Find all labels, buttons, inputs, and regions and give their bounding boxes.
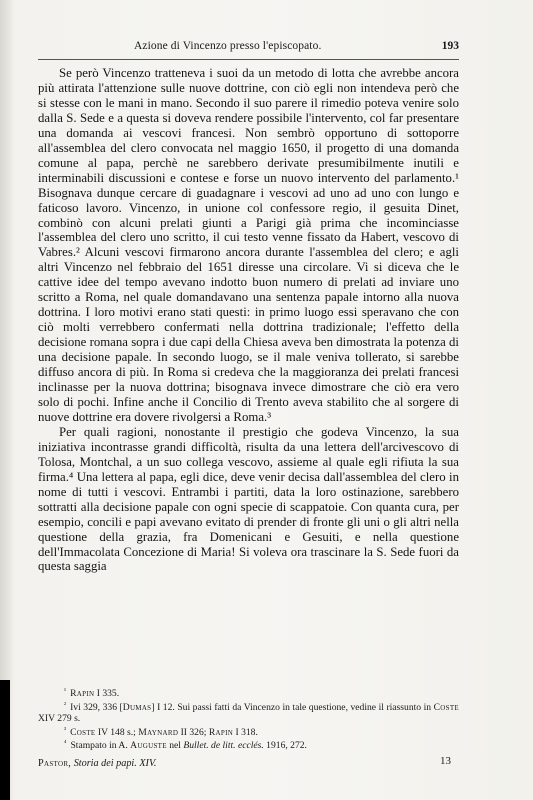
- footnote-text: Bullet. de litt. ecclés.: [183, 740, 264, 751]
- footnote-text: XIV 279 s.: [38, 713, 81, 724]
- paragraph: Se però Vincenzo tratteneva i suoi da un metodo di lotta che avrebbe ancora più attirata l'attenzione sulle nuove dottrine, con ciò egli non intendeva però che si stesse con le mani in mano. Secondo il suo parere il rimedio poteva venire solo dalla S. Sede e a questa si doveva rendere possibile l'intervento, col far presentare una domanda ai vescovi francesi. Non sembrò opportuno di sottoporre all'assemblea del clero convocata nel maggio 1650, il progetto di una domanda comune al papa, perchè ne sarebbero derivate presumibilmente inutili e interminabili discussioni e contese e forse un nuovo intervento del parlamento.¹ Bisognava dunque cercare di guadagnare i vescovi ad uno ad uno con lungo e faticoso lavoro. Vincenzo, in unione col confessore regio, il gesuita Dinet, combinò con alcuni prelati giunti a Parigi già prima che incominciasse l'assemblea del clero uno scritto, il cui testo venne fissato da Habert, vescovo di Vabres.² Alcuni vescovi firmarono ancora durante l'assemblea del clero; e agli altri Vincenzo nel febbraio del 1651 diresse una circolare. Vi si diceva che le cattive idee del tempo avevano indotto buon numero di prelati ad inviare uno scritto a Roma, nel quale domandavano una sentenza papale intorno alla nuova dottrina. I loro motivi erano stati questi: in primo luogo essi speravano che con ciò molti verrebbero confermati nella dottrina tradizionale; l'effetto della decisione romana sopra i due capi della Chiesa aveva ben dimostrata la potenza di una decisione papale. In secondo luogo, se il male veniva tollerato, si sarebbe diffuso ancora di più. In Roma si credeva che la maggioranza dei prelati francesi inclinasse per la nuova dottrina; bisognava invece dimostrare che ciò era vero solo di pochi. Infine anche il Concilio di Trento aveva stabilito che al sorgere di nuove dottrine era dovere rivolgersi a Roma.³: [38, 66, 459, 424]
- footnote-text: Rapin: [70, 688, 95, 699]
- footnotes: [38, 686, 459, 752]
- footnote-text: IV 148 s.;: [95, 726, 139, 738]
- footnote-text: Coste: [433, 701, 459, 713]
- footnote-text: ] I 12. Sui passi fatti da Vincenzo in tale questione, vedine il riassunto in: [151, 701, 434, 713]
- running-header: [38, 40, 459, 56]
- footnote-number: ⁴: [64, 739, 67, 747]
- footnote: [38, 686, 459, 700]
- main-text: [38, 66, 459, 574]
- signature-work: Storia dei papi. XIV.: [71, 758, 157, 769]
- footnote-text: I 335.: [94, 688, 120, 699]
- footnote-text: Coste: [70, 726, 96, 738]
- scan-border: [0, 680, 10, 800]
- page-footer: [38, 755, 459, 769]
- footnote: [38, 725, 459, 739]
- footnote-number: ²: [64, 700, 67, 709]
- footnote: [38, 738, 459, 752]
- footnote-text: Maynard: [138, 726, 179, 738]
- footnote-text: Rapin: [208, 726, 234, 738]
- footnote-number: ¹: [64, 687, 67, 695]
- footnote-text: Auguste: [130, 740, 167, 751]
- footnote-text: 1916, 272.: [263, 740, 307, 751]
- paragraph: Per quali ragioni, nonostante il prestigio che godeva Vincenzo, la sua iniziativa incontrasse grandi difficoltà, risulta da una lettera dell'arcivescovo di Tolosa, Montchal, a un suo collega vescovo, assieme al quale egli rifiuta la sua firma.⁴ Una lettera al papa, egli dice, deve venir decisa dall'assemblea del clero in nome di tutti i vescovi. Entrambi i partiti, data la loro ostinazione, sarebbero sottratti alla decisione papale con ogni specie di scappatoie. Con quanta cura, per esempio, concili e papi avevano evitato di prender di fronte gli uni o gli altri nella questione della grazia, fra Domenicani e Gesuiti, e nella questione dell'Immacolata Concezione di Maria! Si voleva ora trascinare la S. Sede fuori da questa saggia: [38, 424, 459, 574]
- footnote: [38, 700, 459, 725]
- header-rule: [38, 59, 459, 60]
- footnote-text: II 326;: [178, 726, 209, 738]
- signature-author: Pastor,: [38, 758, 72, 769]
- footnote-text: Stampato in A.: [70, 740, 131, 751]
- footnote-text: I 318.: [233, 726, 258, 738]
- footnote-text: nel: [166, 740, 184, 751]
- footnote-number: ³: [64, 725, 67, 734]
- page-number: 193: [441, 40, 459, 52]
- sheet-number: 13: [440, 755, 451, 767]
- footnote-text: Ivi 329, 336 [: [70, 701, 123, 713]
- footnote-text: Dumas: [122, 701, 152, 713]
- running-title: Azione di Vincenzo presso l'episcopato.: [134, 40, 322, 52]
- signature-mark: [38, 758, 156, 769]
